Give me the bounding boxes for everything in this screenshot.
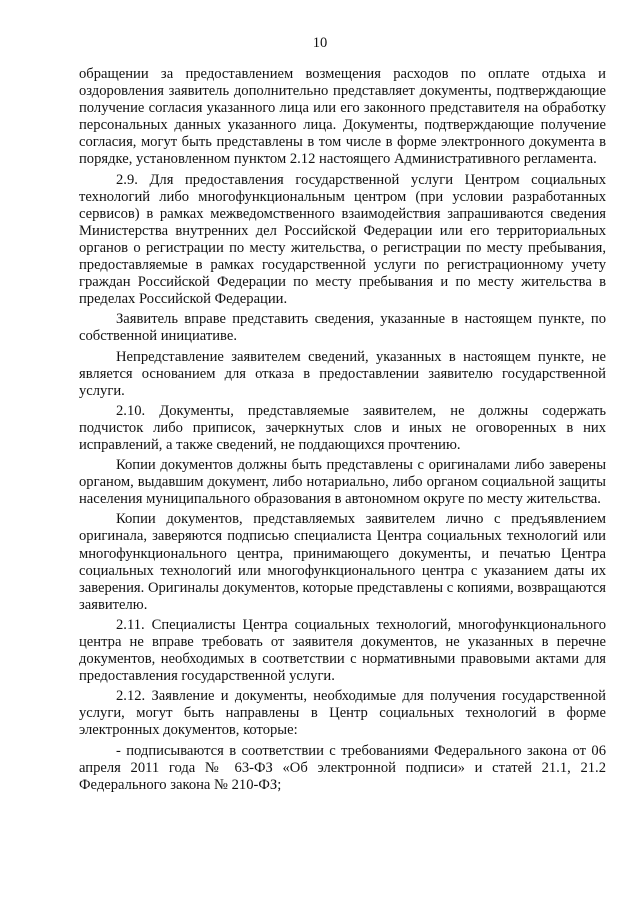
paragraph-consent-documents: обращении за предоставлением возмещения расходов по оплате отдыха и оздоровления заявитель дополнительно представляет документы, подтверждающие получение согласия указанного лица или его законного представителя на обработку персональных данных указанного лица. Документы, подтверждающие получение согласия, могут быть представлены в том числе в форме электронного документа в порядке, установленном пунктом 2.12 настоящего Административного регламента. bbox=[79, 66, 606, 168]
document-body bbox=[79, 66, 606, 797]
paragraph-copies-certification: Копии документов должны быть представлены с оригиналами либо заверены органом, выдавшим документ, либо нотариально, либо органом социальной защиты населения муниципального образования в автономном округе по месту жительства. bbox=[79, 457, 606, 508]
page-number: 10 bbox=[312, 35, 328, 51]
paragraph-2-9-interagency-request: 2.9. Для предоставления государственной услуги Центром социальных технологий либо многофункциональным центром (при условии разработанных сервисов) в рамках межведомственного взаимодействия запрашиваются сведения Министерства внутренних дел Российской Федерации или его территориальных органов о регистрации по месту жительства, о регистрации по месту пребывания, предоставляемые в рамках государственной услуги по регистрационному учету граждан Российской Федерации по месту пребывания и по месту жительства в пределах Российской Федерации. bbox=[79, 171, 606, 308]
paragraph-2-10-document-requirements: 2.10. Документы, представляемые заявителем, не должны содержать подчисток либо приписок, зачеркнутых слов и иных не оговоренных в них исправлений, а также сведений, не поддающихся прочтению. bbox=[79, 402, 606, 453]
paragraph-2-12-electronic-submission: 2.12. Заявление и документы, необходимые для получения государственной услуги, могут быть направлены в Центр социальных технологий в форме электронных документов, которые: bbox=[79, 688, 606, 739]
paragraph-electronic-signature-list-item: - подписываются в соответствии с требованиями Федерального закона от 06 апреля 2011 года № 63-ФЗ «Об электронной подписи» и статей 21.1, 21.2 Федерального закона № 210-ФЗ; bbox=[79, 742, 606, 793]
paragraph-copies-personal-submission: Копии документов, представляемых заявителем лично с предъявлением оригинала, заверяются подписью специалиста Центра социальных технологий или многофункционального центра, принимающего документы, и печатью Центра социальных технологий или многофункционального центра с указанием даты их заверения. Оригиналы документов, которые представлены с копиями, возвращаются заявителю. bbox=[79, 511, 606, 613]
paragraph-2-11-specialists-restrictions: 2.11. Специалисты Центра социальных технологий, многофункционального центра не вправе требовать от заявителя документов, не указанных в перечне документов, необходимых в соответствии с нормативными правовыми актами для предоставления государственной услуги. bbox=[79, 616, 606, 685]
paragraph-non-submission: Непредставление заявителем сведений, указанных в настоящем пункте, не является основанием для отказа в предоставлении заявителю государственной услуги. bbox=[79, 348, 606, 399]
paragraph-own-initiative: Заявитель вправе представить сведения, указанные в настоящем пункте, по собственной инициативе. bbox=[79, 311, 606, 345]
